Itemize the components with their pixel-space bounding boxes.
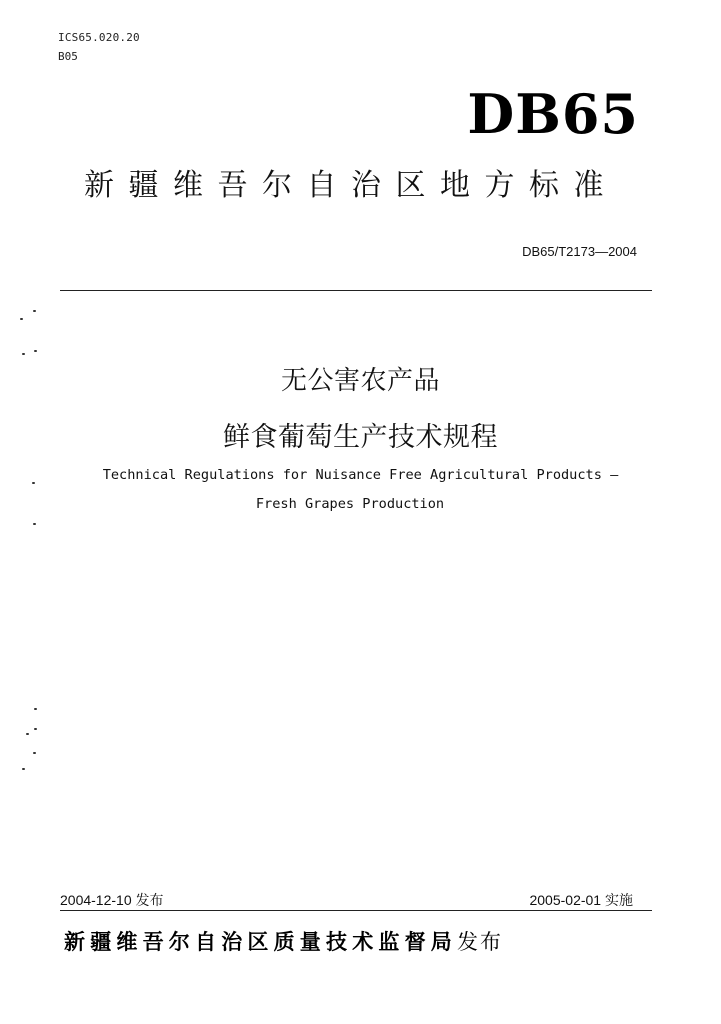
- scan-speck: [33, 752, 36, 754]
- scan-speck: [32, 482, 35, 484]
- title-zh-line1: 无公害农产品: [280, 366, 440, 396]
- title-zh-line2: 鲜食葡萄生产技术规程: [223, 422, 498, 453]
- ics-code: ICS65.020.20: [58, 31, 140, 44]
- standard-number: DB65/T2173—2004: [522, 244, 637, 259]
- title-en-line1: Technical Regulations for Nuisance Free Agricultural Products —: [102, 467, 619, 483]
- ccs-code: B05: [58, 50, 78, 63]
- issuer-suffix: 发布: [457, 930, 503, 954]
- scan-speck: [22, 768, 25, 770]
- issue-label: 发布: [135, 892, 164, 908]
- implement-label: 实施: [605, 892, 633, 908]
- scan-speck: [33, 523, 36, 525]
- issuer-name: 新疆维吾尔自治区质量技术监督局: [64, 930, 457, 954]
- scan-speck: [22, 353, 25, 355]
- issue-date-line: [60, 890, 164, 910]
- issue-date: 2004-12-10: [60, 892, 132, 908]
- standard-type: 新疆维吾尔自治区地方标准: [84, 168, 618, 203]
- bottom-divider: [60, 910, 652, 911]
- top-divider: [60, 290, 652, 291]
- scan-speck: [34, 708, 37, 710]
- scan-speck: [34, 350, 37, 352]
- scan-speck: [33, 310, 36, 312]
- implement-date: 2005-02-01: [529, 892, 602, 908]
- scan-speck: [34, 728, 37, 730]
- title-en-line2: Fresh Grapes Production: [255, 496, 445, 512]
- scan-speck: [26, 733, 29, 735]
- implement-date-line: [529, 890, 633, 910]
- issuing-authority: [64, 926, 503, 956]
- scan-speck: [20, 318, 23, 320]
- standard-mark: DB65: [467, 82, 639, 146]
